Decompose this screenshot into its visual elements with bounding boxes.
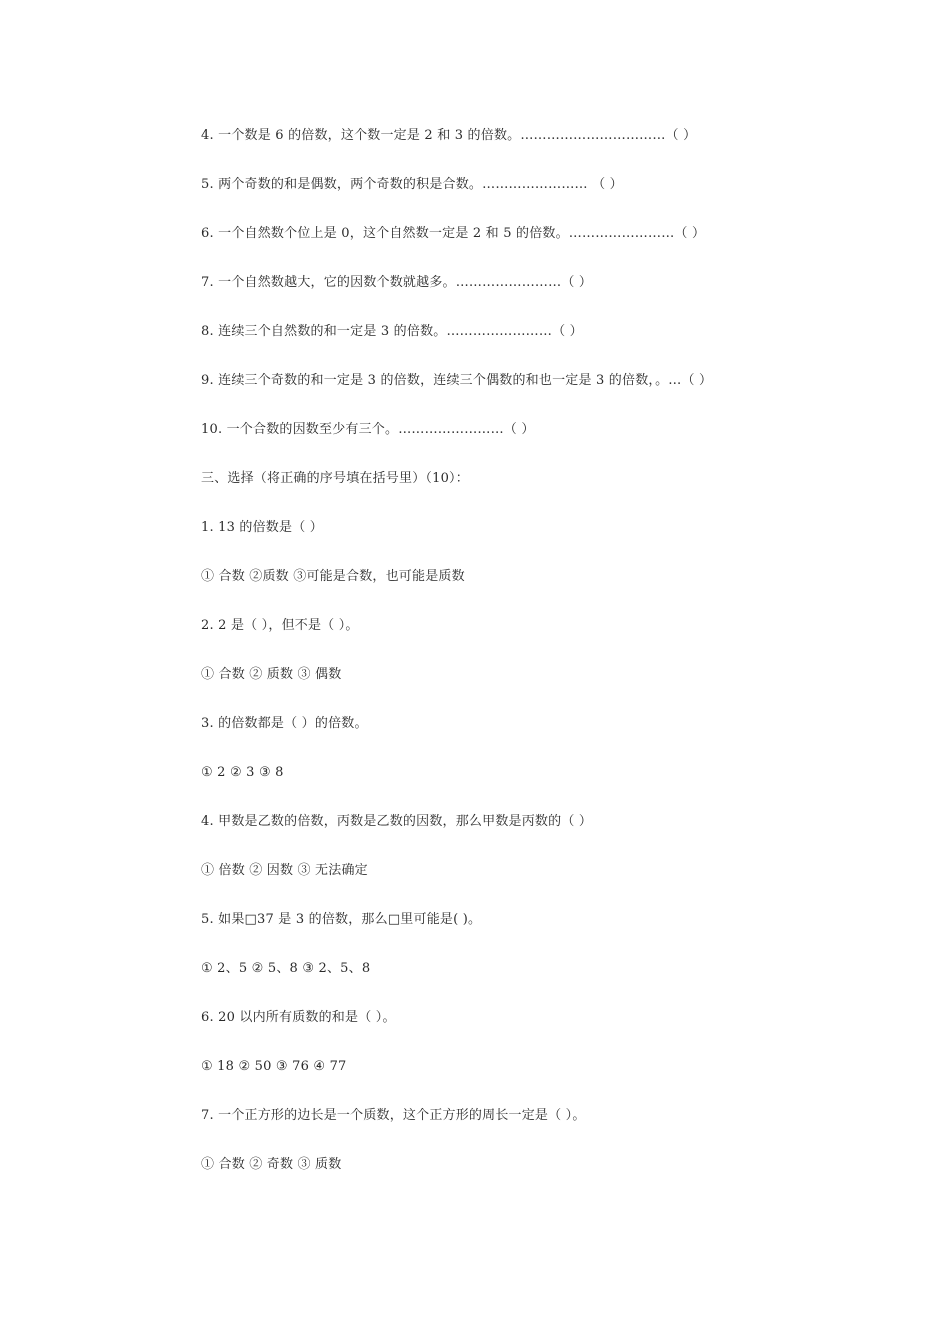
- judgement-item-6: 6. 一个自然数个位上是 0，这个自然数一定是 2 和 5 的倍数。……………………（ ）: [201, 226, 706, 241]
- choice-options-7: ① 合数 ② 奇数 ③ 质数: [201, 1157, 342, 1172]
- judgement-item-4: 4. 一个数是 6 的倍数，这个数一定是 2 和 3 的倍数。……………………………（ ）: [201, 128, 697, 143]
- section-title-choice: 三、选择（将正确的序号填在括号里）（10）：: [201, 471, 469, 486]
- choice-options-2: ① 合数 ② 质数 ③ 偶数: [201, 667, 342, 682]
- choice-options-3: ① 2 ② 3 ③ 8: [201, 765, 284, 780]
- choice-options-6: ① 18 ② 50 ③ 76 ④ 77: [201, 1059, 347, 1074]
- judgement-item-7: 7. 一个自然数越大，它的因数个数就越多。……………………（ ）: [201, 275, 593, 290]
- judgement-item-8: 8. 连续三个自然数的和一定是 3 的倍数。……………………（ ）: [201, 324, 583, 339]
- choice-options-4: ① 倍数 ② 因数 ③ 无法确定: [201, 863, 368, 878]
- judgement-item-9: 9. 连续三个奇数的和一定是 3 的倍数，连续三个偶数的和也一定是 3 的倍数，。…（ ）: [201, 373, 713, 388]
- choice-question-1: 1. 13 的倍数是（ ）: [201, 520, 323, 535]
- choice-options-5: ① 2、5 ② 5、8 ③ 2、5、8: [201, 961, 371, 976]
- choice-options-1: ① 合数 ②质数 ③可能是合数，也可能是质数: [201, 569, 465, 584]
- question-content: [201, 124, 901, 1202]
- judgement-item-5: 5. 两个奇数的和是偶数，两个奇数的积是合数。…………………… （ ）: [201, 177, 623, 192]
- choice-question-5: 5. 如果□37 是 3 的倍数，那么□里可能是( )。: [201, 912, 482, 927]
- choice-question-6: 6. 20 以内所有质数的和是（ ）。: [201, 1010, 396, 1025]
- choice-question-4: 4. 甲数是乙数的倍数，丙数是乙数的因数，那么甲数是丙数的（ ）: [201, 814, 593, 829]
- choice-question-2: 2. 2 是（ ），但不是（ ）。: [201, 618, 359, 633]
- judgement-item-10: 10. 一个合数的因数至少有三个。……………………（ ）: [201, 422, 535, 437]
- choice-question-3: 3. 的倍数都是（ ）的倍数。: [201, 716, 368, 731]
- choice-question-7: 7. 一个正方形的边长是一个质数，这个正方形的周长一定是（ ）。: [201, 1108, 586, 1123]
